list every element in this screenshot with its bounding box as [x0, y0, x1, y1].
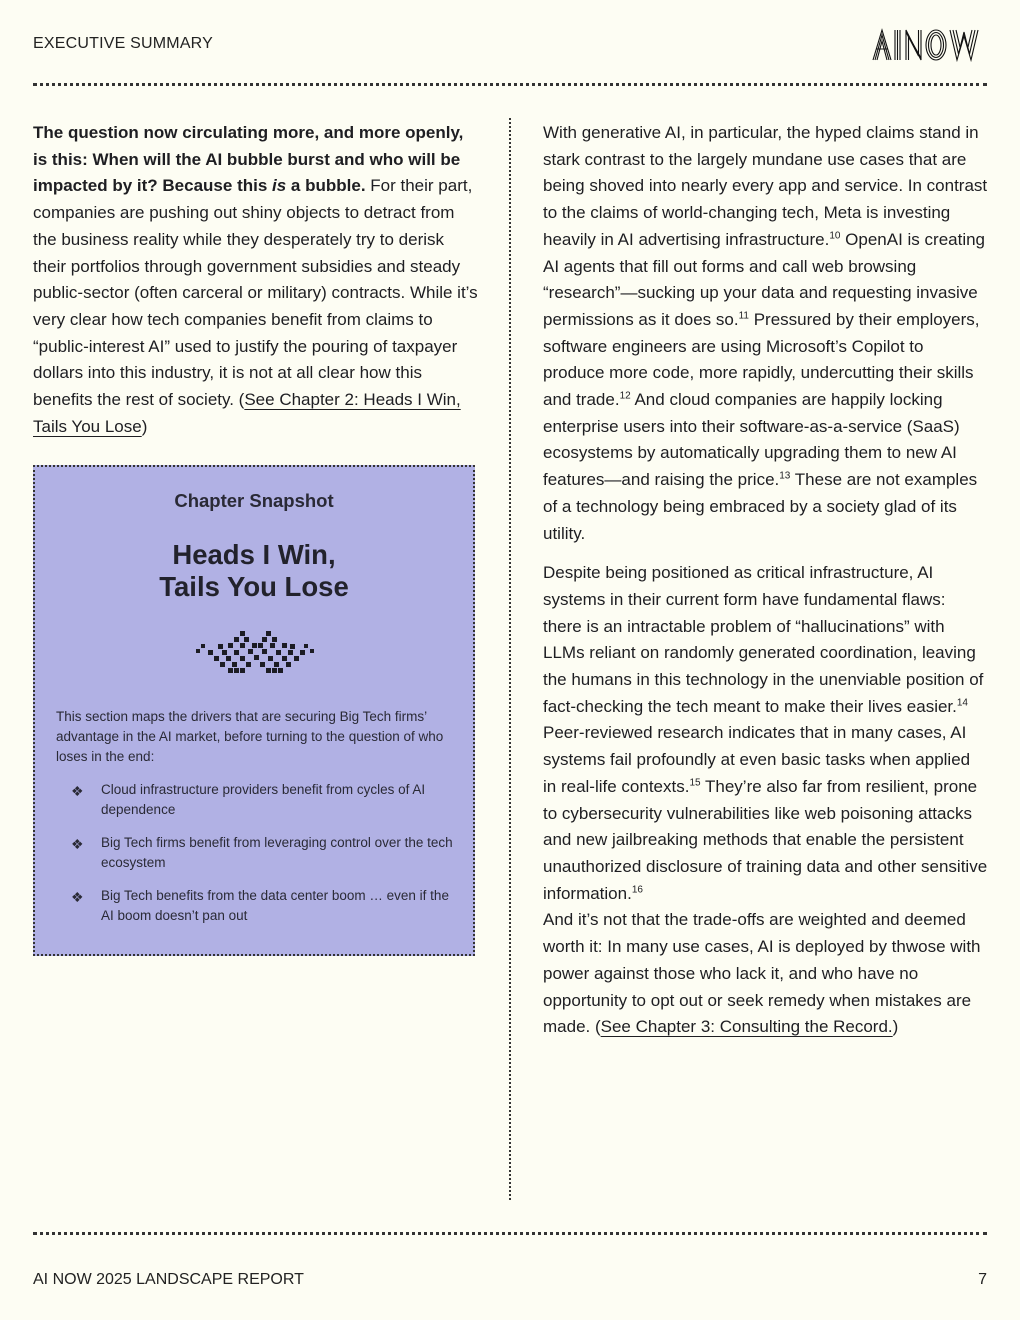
snapshot-bullet-list: [71, 780, 456, 939]
chapter-snapshot-box: [33, 465, 475, 956]
list-item: ❖ Big Tech benefits from the data center boom … even if the AI boom doesn’t pan out: [71, 888, 449, 923]
footnote-ref[interactable]: 14: [956, 697, 968, 709]
chapter-3-link[interactable]: See Chapter 3: Consulting the Record.: [600, 1017, 893, 1037]
trade-offs-paragraph: And it’s not that the trade-offs are weighted and deemed worth it: In many use cases, AI is deployed by thwose with power against those who lack it, and who have no opportunity to opt out or seek remedy when mistakes are made. (See Chapter 3: Consulting the Record.): [543, 910, 981, 1037]
diamond-bullet-icon: ❖: [71, 889, 84, 905]
footnote-ref[interactable]: 15: [689, 777, 701, 789]
generative-ai-paragraph: With generative AI, in particular, the hyped claims stand in stark contrast to the largely mundane use cases that are being shoved into nearly every app and service. In contrast to the claims of world-changing tech, Meta is investing heavily in AI advertising infrastructure.$^{10}$ OpenAI is creating AI agents that fill out forms and call web browsing “research”—sucking up your data and requesting invasive permissions as it does so.$^{11}$ Pressured by their employers, software engineers are using Microsoft’s Copilot to produce more code, more rapidly, undercutting their skills and trade.$^{12}$ And cloud companies are happily locking enterprise users into their software-as-a-service (SaaS) ecosystems by automatically upgrading them to new AI features—and raising the price.$^{13}$ These are not examples of a technology being embraced by a society glad of its utility.: [543, 123, 988, 543]
ai-now-logo: [871, 28, 987, 62]
section-label: EXECUTIVE SUMMARY: [33, 35, 214, 52]
snapshot-title: Heads I Win, Tails You Lose: [159, 539, 349, 602]
report-title: AI NOW 2025 LANDSCAPE REPORT: [33, 1271, 304, 1288]
right-column: [543, 120, 988, 1041]
list-item: ❖ Big Tech firms benefit from leveraging control over the tech ecosystem: [71, 835, 453, 870]
header-divider: [33, 83, 987, 86]
lead-sentence: The question now circulating more, and more openly, is this: When will the AI bubble burst and who will be impacted by it? Because this is a bubble.: [33, 123, 464, 196]
snapshot-intro: This section maps the drivers that are securing Big Tech firms’ advantage in the AI market, before turning to the question of who loses in the end:: [56, 709, 444, 764]
footer-divider: [33, 1232, 987, 1235]
diamond-bullet-icon: ❖: [71, 836, 84, 852]
footnote-ref[interactable]: 10: [829, 230, 841, 242]
chapter-2-link[interactable]: See Chapter 2: Heads I Win, Tails You Lose: [33, 390, 461, 436]
diamond-bullet-icon: ❖: [71, 783, 84, 799]
column-divider: [509, 118, 511, 1200]
list-item: ❖ Cloud infrastructure providers benefit from cycles of AI dependence: [71, 782, 426, 817]
snapshot-kicker: Chapter Snapshot: [174, 490, 334, 511]
left-column: [33, 120, 478, 440]
page-number: 7: [978, 1271, 987, 1288]
footnote-ref[interactable]: 16: [631, 884, 643, 896]
intro-paragraph: The question now circulating more, and more openly, is this: When will the AI bubble burst and who will be impacted by it? Because this is a bubble. For their part, companies are pushing out shiny objects to detract from the business reality while they desperately try to derisk their portfolios through government subsidies and steady public-sector (often carceral or military) contracts. While it’s very clear how tech companies benefit from claims to “public-interest AI” used to justify the pouring of taxpayer dollars into this industry, it is not at all clear how this benefits the rest of society. (See Chapter 2: Heads I Win, Tails You Lose): [33, 123, 478, 436]
footnote-ref[interactable]: 12: [619, 390, 631, 402]
footnote-ref[interactable]: 11: [738, 310, 749, 322]
footnote-ref[interactable]: 13: [779, 470, 791, 482]
fundamental-flaws-paragraph: Despite being positioned as critical infrastructure, AI systems in their current form have fundamental flaws: there is an intractable problem of “hallucinations” with LLMs reliant on randomly generated coordination, leaving the humans in this technology in the unenviable position of fact-checking the tech meant to make their lives easier.$^{14}$ Peer-reviewed research indicates that in many cases, AI systems fail profoundly at even basic tasks when applied in real-life contexts.$^{15}$ They’re also far from resilient, prone to cybersecurity vulnerabilities like web poisoning attacks and new jailbreaking methods that enable the persistent unauthorized disclosure of training data and other sensitive information.$^{16}$: [543, 563, 988, 903]
pixel-crown-icon: [196, 629, 316, 675]
